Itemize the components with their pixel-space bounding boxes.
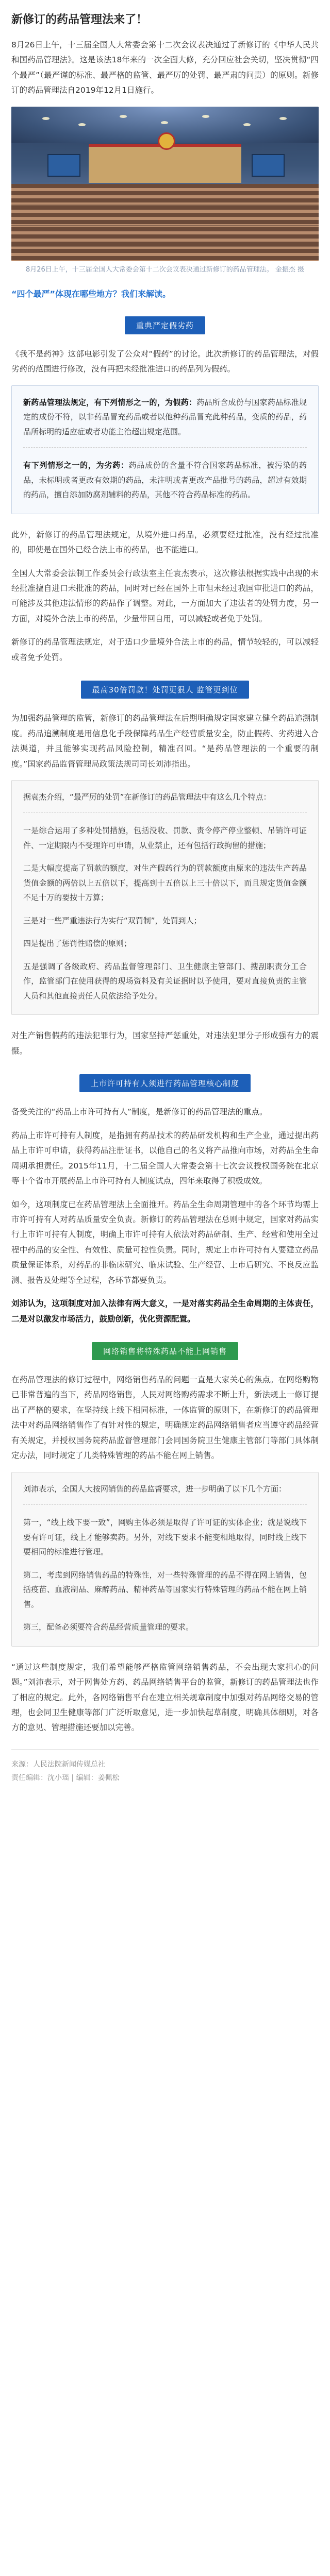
photo-light [202, 115, 209, 118]
photo-light [120, 115, 127, 118]
section-title: 重典严定假劣药 [125, 316, 205, 334]
definition-box [11, 385, 319, 514]
photo-light [161, 121, 168, 124]
bold-lead: 新药品管理法规定，有下列情形之一的，为假药： [23, 397, 197, 407]
section-title: 最高30倍罚款！处罚更狠人 监管更到位 [81, 681, 250, 699]
divider [23, 1504, 307, 1505]
paragraph: 此外，新修订的药品管理法规定，从境外进口药品，必须要经过批准，没有经过批准的，即使是在国外已经合法上市的药品，也不能进口。 [11, 530, 319, 555]
bold-paragraph: 刘沛认为，这项制度对加入法律有两大意义，一是对落实药品全生命周期的主体责任，二是对以激发市场活力，鼓励创新，优化资源配置。 [11, 1299, 319, 1324]
paragraph: 第三，配备必须要符合药品经营质量管理的要求。 [23, 1622, 194, 1632]
lead-question: “四个最严”体现在哪些地方？我们来解读。 [11, 289, 171, 299]
paragraph: 如今，这项制度已在药品管理法上全面推开。药品全生命周期管理中的各个环节均需上市许可持有人对药品质量安全负责。新修订的药品管理法在总则中规定，国家对药品实行上市许可持有人制度，明确上市许可持有人依法对药品研制、生产、经营和使用全过程中药品的安全性、有效性、质量可控性负责。同时，规定上市许可持有人要建立药品质量保证体系，对药品的非临床研究、临床试验、生产经营、上市后研究、不良反应监测、报告及处理等全过程，各环节都要负责。 [11, 1199, 319, 1285]
photo-light [279, 117, 287, 120]
photo-light [243, 123, 251, 126]
paragraph: 三是对一些严重违法行为实行“双罚制”，处罚到人； [23, 916, 202, 925]
photo-light [42, 117, 50, 120]
section-banner-2 [11, 681, 319, 699]
section-banner-3 [11, 1074, 319, 1092]
photo-seats [11, 184, 319, 261]
paragraph: 对生产销售假药的违法犯罪行为，国家坚持严惩重处，对违法犯罪分子形成强有力的震慑。 [11, 1031, 319, 1056]
photo-seat-row [11, 225, 319, 226]
intro-paragraph: 8月26日上午，十三届全国人大常委会第十二次会议表决通过了新修订的《中华人民共和国药品管理法》。这是该法18年来的一次全面大修，充分回应社会关切，坚决贯彻“四个最严”（最严谨的标准、最严格的监管、最严厉的处罚、最严肃的问责）的原则。新修订的药品管理法自2019年12月1日施行。 [11, 40, 319, 95]
paragraph: 为加强药品管理的监管，新修订的药品管理法在后期明确规定国家建立健全药品追溯制度。药品追溯制度是用信息化手段保障药品生产经营质量安全，防止假药、劣药进入合法渠道，并且能够实现药品风险控制，精准召回。“是药品管理法的一个重要的制度。”国家药品监督管理局政策法规司司长刘沛指出。 [11, 714, 319, 769]
divider [23, 812, 307, 813]
paragraph: 在药品管理法的修订过程中，网络销售药品的问题一直是大家关心的焦点。在网络购物已非常普遍的当下，药品网络销售，人民对网络购药需求不断上升，新法规上一修订提出了严格的要求，在坚持线上线下相同标准，一体监管的原则下，在新修订的药品管理法中对药品网络销售作了有针对性的规定，明确规定药品网络销售者应当遵守药品经营有关规定，并授权国务院药品监督管理部门会同国务院卫生健康主管部门等部门具体制定办法，同时规定了几类特殊管理的药品不能在网上销售。 [11, 1375, 319, 1461]
paragraph: 第二，考虑到网络销售药品的特殊性，对一些特殊管理的药品不得在网上销售，包括疫苗、血液制品、麻醉药品、精神药品等国家实行特殊管理的药品不能在网上销售。 [23, 1570, 307, 1609]
bold-lead: 有下列情形之一的，为劣药： [23, 461, 129, 470]
paragraph: 一是综合运用了多种处罚措施，包括没收、罚款、责令停产停业整顿、吊销许可证件、一定期限内不受理许可申请，从业禁止，还有包括行政拘留的措施； [23, 826, 307, 850]
paragraph: 五是强调了各级政府、药品监督管理部门、卫生健康主管部门、搜刮职责分工合作，监管部门在使用获得的现场资料及有关证据时以予使用，要对直接负责的主管人员和其他直接责任人员依法给予处分。 [23, 961, 307, 1001]
section-banner-4 [11, 1342, 319, 1360]
paragraph: 备受关注的“药品上市许可持有人”制度，是新修订的药品管理法的重点。 [11, 1107, 268, 1117]
photo-caption: 8月26日上午，十三届全国人大常委会第十二次会议表决通过新修订的药品管理法。 金振杰 摄 [25, 265, 305, 274]
article-title: 新修订的药品管理法来了！ [11, 13, 148, 26]
photo-screen-left [47, 154, 80, 177]
penalty-box [11, 780, 319, 1015]
photo-seat-row [11, 205, 319, 206]
divider [23, 447, 307, 448]
paragraph: 药品上市许可持有人制度，是指拥有药品技术的药品研发机构和生产企业，通过提出药品上市许可申请，获得药品注册证书，以他自己的名义将产品推向市场，对药品全生命周期承担责任。2015年11月，十二届全国人大常委会第十七次会议授权国务院在北京等十个省市开展药品上市许可持有人制度试点，四年来取得了积极成效。 [11, 1130, 319, 1186]
paragraph: 新修订的药品管理法规定，对于适口少量境外合法上市的药品，情节较轻的，可以减轻或者免予处罚。 [11, 637, 319, 662]
section-banner-1 [11, 316, 319, 334]
photo-emblem [158, 132, 175, 150]
editor-label: 责任编辑：沈小瑶 | 编辑：姜佩松 [11, 1774, 120, 1783]
section-title: 上市许可持有人须进行药品管理核心制度 [79, 1074, 251, 1092]
paragraph: 第一，“线上线下要一致”，网购主体必须是取得了许可证的实体企业；就是说线下要有许可证，线上才能够卖药。另外，对线下要求不能变相地取得，同时线上线下要相同的标准进行管理。 [23, 1518, 307, 1557]
meeting-photo [11, 107, 319, 261]
article-footer [11, 1749, 319, 1785]
section-title: 网络销售将特殊药品不能上网销售 [92, 1342, 238, 1360]
online-sales-box [11, 1472, 319, 1647]
source-label: 来源：人民法院新闻传媒总社 [11, 1760, 105, 1769]
paragraph: 二是大幅度提高了罚款的额度，对生产假药行为的罚款额度由原来的违法生产药品货值金额的两倍以上五倍以下，提高到十五倍以上三十倍以下，而且规定货值金额不足十万的要按十万算； [23, 863, 307, 903]
paragraph: 四是提出了惩罚性赔偿的原则； [23, 939, 132, 948]
photo-seat-row [11, 246, 319, 247]
photo-light [78, 123, 86, 126]
paragraph: 药品所含成份与国家药品标准规定的成份不符，以非药品冒充药品或者以他种药品冒充此种药品，变质的药品，药品所标明的适应症或者功能主治超出规定范围。 [23, 397, 307, 436]
paragraph: 据袁杰介绍，“最严厉的处罚”在新修订的药品管理法中有这么几个特点： [23, 792, 271, 802]
paragraph: “通过这些制度规定，我们希望能够严格监管网络销售药品，不会出现大家担心的问题。”刘沛表示，对于网售处方药、药品网络销售平台的监管，新修订的药品管理法也作了相应的规定。此外，各网络销售平台在建立相关规章制度中加强对药品网络交易的管理，也会同卫生健康等部门广泛听取意见，进一步加快起草制度，明确具体细则，对各方的意见、管理措施还要加以完善。 [11, 1662, 319, 1733]
paragraph: 刘沛表示，全国人大按网销售的药品监督要求，进一步明确了以下几个方面： [23, 1484, 287, 1494]
photo-screen-right [252, 154, 285, 177]
paragraph: 药品成份的含量不符合国家药品标准，被污染的药品，未标明或者更改有效期的药品，未注明或者更改产品批号的药品，超过有效期的药品，擅自添加防腐剂辅料的药品，其他不符合药品标准的药品。 [23, 461, 307, 500]
paragraph: 《我不是药神》这部电影引发了公众对“假药”的讨论。此次新修订的药品管理法，对假劣药的范围进行修改，没有再把未经批准进口的药品列为假药。 [11, 349, 319, 374]
paragraph: 全国人大常委会法制工作委员会行政法室主任袁杰表示，这次修法根据实践中出现的未经批准擅自进口未批准的药品，同时对已经在国外上市但未经过我国审批进口的药品，可能涉及其他违法情形的药品作了调整。对此，一方面加大了违法者的处罚力度，另一方面，对境外合法上市的药品，少量带回自用，可以减轻或者免于处罚。 [11, 568, 319, 623]
